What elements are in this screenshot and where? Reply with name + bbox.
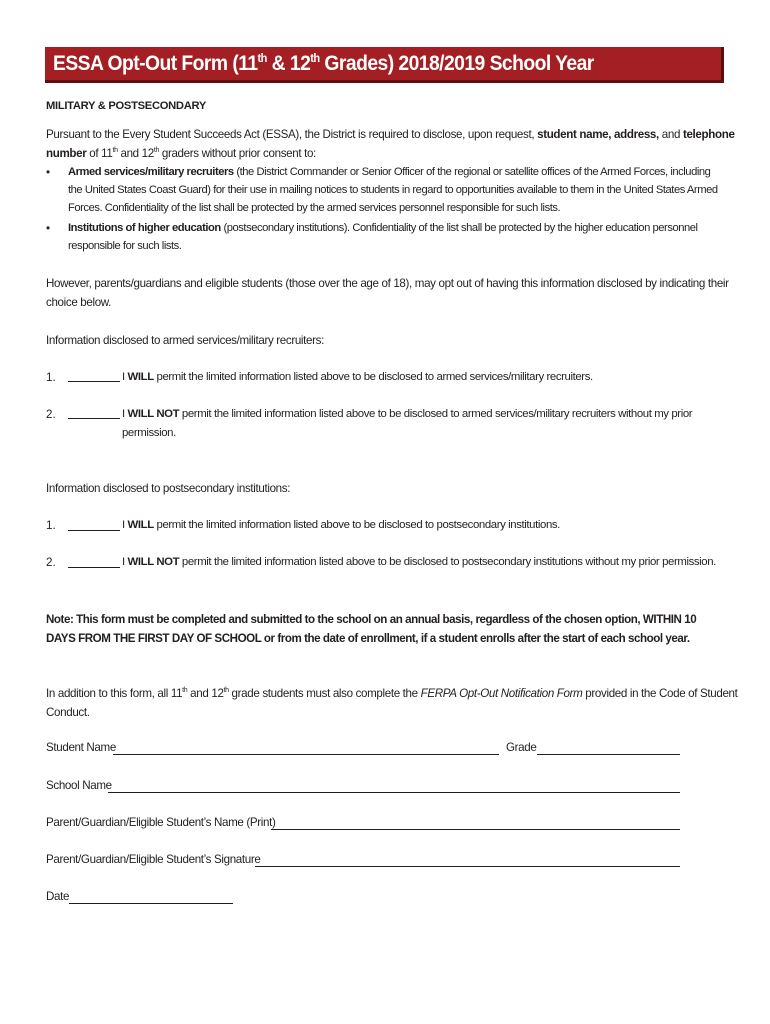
title-banner <box>45 47 724 83</box>
military-will-text: I WILL permit the limited information listed above to be disclosed to armed services/military recruiters. <box>122 371 593 383</box>
military-will-blank[interactable] <box>68 381 120 382</box>
military-section-label: Information disclosed to armed services/military recruiters: <box>46 334 324 347</box>
postsecondary-will-text: I WILL permit the limited information listed above to be disclosed to postsecondary institutions. <box>122 519 560 531</box>
parent-signature-field[interactable] <box>255 866 680 867</box>
military-will-not-blank[interactable] <box>68 418 120 419</box>
intro-paragraph-line1: Pursuant to the Every Student Succeeds Act (ESSA), the District is required to disclose, upon request, student name, address, and telephone <box>46 128 735 141</box>
date-label: Date <box>46 890 70 903</box>
postsecondary-will-blank[interactable] <box>68 530 120 531</box>
parent-name-label: Parent/Guardian/Eligible Student’s Name (Print) <box>46 816 276 829</box>
optout-paragraph-line2: choice below. <box>46 296 112 309</box>
addition-paragraph-line1: In addition to this form, all 11th and 12th grade students must also complete the FERPA Opt-Out Notification Form provided in the Code of Student <box>46 687 738 700</box>
bullet-military-line2: the United States Coast Guard) for their use in mailing notices to students in regard to opportunities available to them in the United States Armed <box>68 184 718 196</box>
bullet-military-line3: Forces. Confidentiality of the list shall be protected by the armed services personnel responsible for such lists. <box>68 202 561 214</box>
military-will-not-text: I WILL NOT permit the limited information listed above to be disclosed to armed services/military recruiters without my prior <box>122 408 693 420</box>
school-name-label: School Name <box>46 779 112 792</box>
addition-paragraph-line2: Conduct. <box>46 706 90 719</box>
bullet-symbol: • <box>46 222 51 235</box>
bullet-higher-ed-line1: Institutions of higher education (postsecondary institutions). Confidentiality of the list shall be protected by the higher education personnel <box>68 222 698 234</box>
date-field[interactable] <box>69 903 233 904</box>
section-heading: MILITARY & POSTSECONDARY <box>46 100 206 112</box>
student-name-label: Student Name <box>46 741 116 754</box>
note-line2: DAYS FROM THE FIRST DAY OF SCHOOL or from the date of enrollment, if a student enrolls after the start of each school year. <box>46 632 690 645</box>
postsecondary-option-1-number: 1. <box>46 519 56 532</box>
school-name-field[interactable] <box>108 792 680 793</box>
parent-signature-label: Parent/Guardian/Eligible Student’s Signature <box>46 853 261 866</box>
postsecondary-option-2-number: 2. <box>46 556 56 569</box>
bullet-symbol: • <box>46 166 51 179</box>
form-title: ESSA Opt-Out Form (11th & 12th Grades) 2018/2019 School Year <box>53 51 594 75</box>
military-will-not-text-line2: permission. <box>122 427 176 439</box>
note-line1: Note: This form must be completed and submitted to the school on an annual basis, regardless of the chosen option, WITHIN 10 <box>46 613 697 626</box>
grade-label: Grade <box>506 741 537 754</box>
military-option-1-number: 1. <box>46 371 56 384</box>
optout-paragraph-line1: However, parents/guardians and eligible students (those over the age of 18), may opt out of having this information disclosed by indicating their <box>46 277 729 290</box>
bullet-military-line1: Armed services/military recruiters (the District Commander or Senior Officer of the regional or satellite offices of the Armed Forces, including <box>68 166 711 178</box>
postsecondary-section-label: Information disclosed to postsecondary institutions: <box>46 482 291 495</box>
student-name-field[interactable] <box>113 754 499 755</box>
postsecondary-will-not-text: I WILL NOT permit the limited information listed above to be disclosed to postsecondary institutions without my prior permission. <box>122 556 716 568</box>
grade-field[interactable] <box>537 754 680 755</box>
intro-paragraph-line2: number of 11th and 12th graders without prior consent to: <box>46 147 316 160</box>
parent-name-field[interactable] <box>271 829 680 830</box>
postsecondary-will-not-blank[interactable] <box>68 567 120 568</box>
military-option-2-number: 2. <box>46 408 56 421</box>
bullet-higher-ed-line2: responsible for such lists. <box>68 240 182 252</box>
